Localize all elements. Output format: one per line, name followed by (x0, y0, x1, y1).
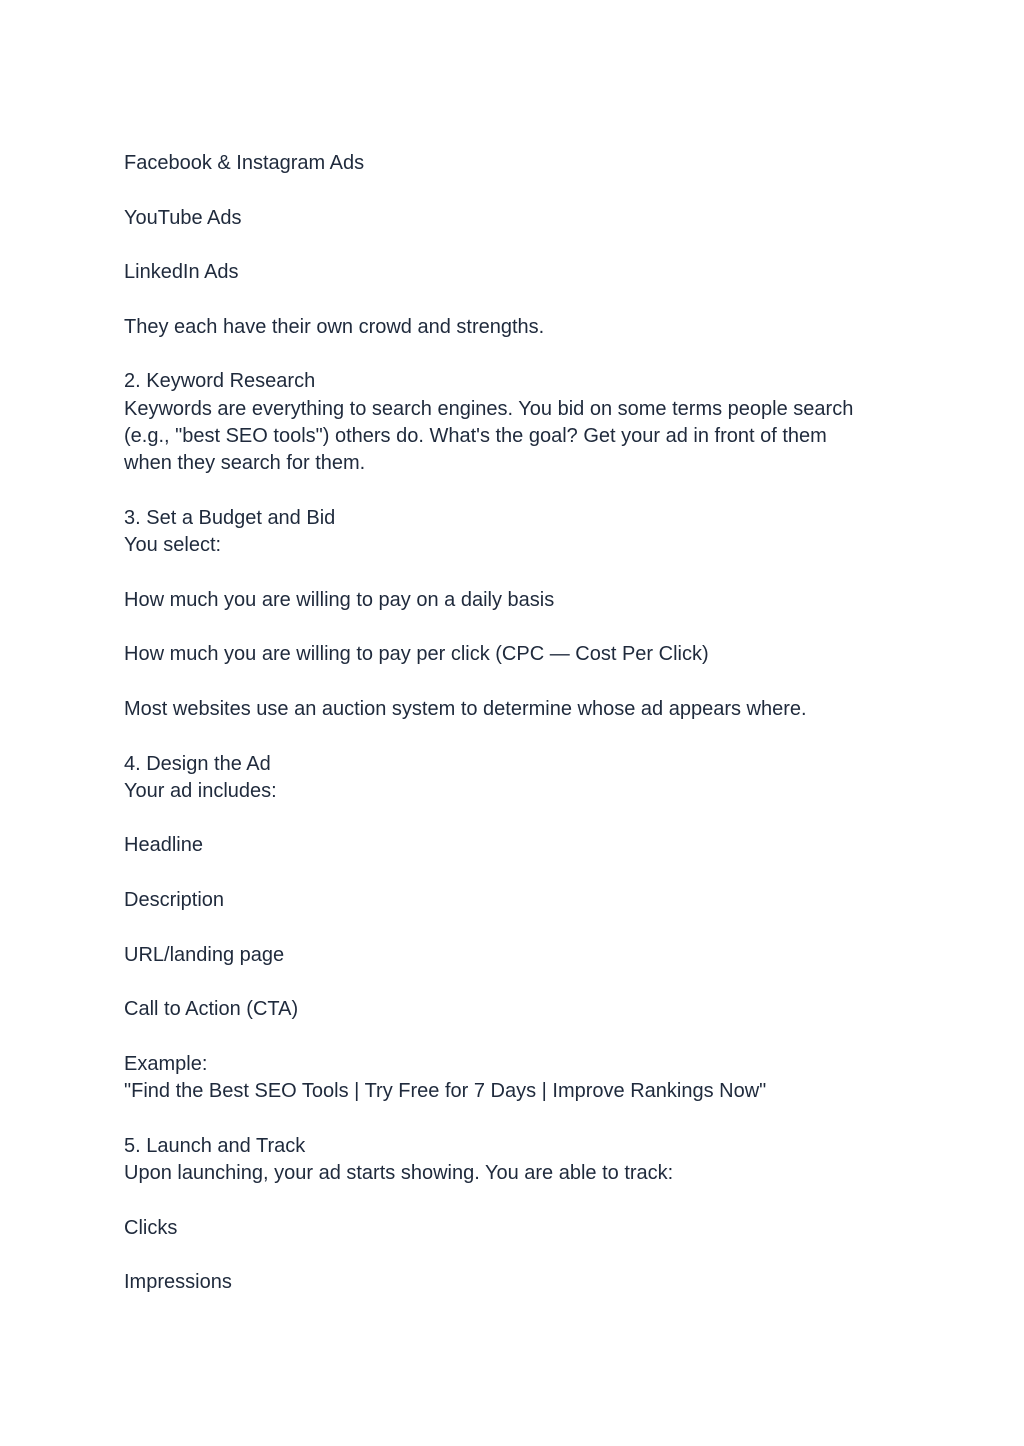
list-item: URL/landing page (124, 943, 285, 966)
spacer (124, 341, 904, 368)
paragraph-line: Keywords are everything to search engines. You bid on some terms people search (124, 397, 854, 420)
platform-summary: They each have their own crowd and strengths. (124, 315, 545, 338)
platform-item: LinkedIn Ads (124, 261, 239, 284)
paragraph-line: when they search for them. (124, 452, 366, 475)
spacer (124, 286, 904, 313)
spacer (124, 614, 904, 641)
spacer (124, 1024, 904, 1051)
platform-item: Facebook & Instagram Ads (124, 152, 365, 174)
section-note: Most websites use an auction system to determine whose ad appears where. (124, 697, 807, 720)
section-intro: Upon launching, your ad starts showing. You are able to track: (124, 1161, 674, 1184)
example-label: Example: (124, 1052, 208, 1075)
platform-item: YouTube Ads (124, 206, 242, 229)
document-page (124, 150, 904, 1296)
list-item: Description (124, 889, 225, 912)
spacer (124, 1105, 904, 1132)
section-heading-budget-bid: 3. Set a Budget and Bid (124, 506, 336, 529)
spacer (124, 669, 904, 696)
spacer (124, 723, 904, 750)
section-heading-launch-track: 5. Launch and Track (124, 1134, 306, 1157)
example-text: "Find the Best SEO Tools | Try Free for 7 Days | Improve Rankings Now" (124, 1080, 767, 1103)
list-item: How much you are willing to pay per click (CPC — Cost Per Click) (124, 643, 709, 666)
spacer (124, 559, 904, 586)
spacer (124, 478, 904, 505)
list-item: Clicks (124, 1216, 178, 1239)
spacer (124, 1187, 904, 1214)
list-item: Call to Action (CTA) (124, 998, 299, 1021)
spacer (124, 969, 904, 996)
spacer (124, 232, 904, 259)
section-intro: Your ad includes: (124, 779, 277, 802)
section-heading-design-ad: 4. Design the Ad (124, 752, 271, 775)
list-item: How much you are willing to pay on a daily basis (124, 588, 555, 611)
spacer (124, 1242, 904, 1269)
list-item: Headline (124, 834, 203, 857)
spacer (124, 177, 904, 204)
spacer (124, 860, 904, 887)
section-intro: You select: (124, 534, 222, 557)
paragraph-line: (e.g., "best SEO tools") others do. What's the goal? Get your ad in front of them (124, 424, 827, 447)
spacer (124, 805, 904, 832)
list-item: Impressions (124, 1271, 232, 1294)
section-heading-keyword-research: 2. Keyword Research (124, 370, 316, 393)
spacer (124, 914, 904, 941)
